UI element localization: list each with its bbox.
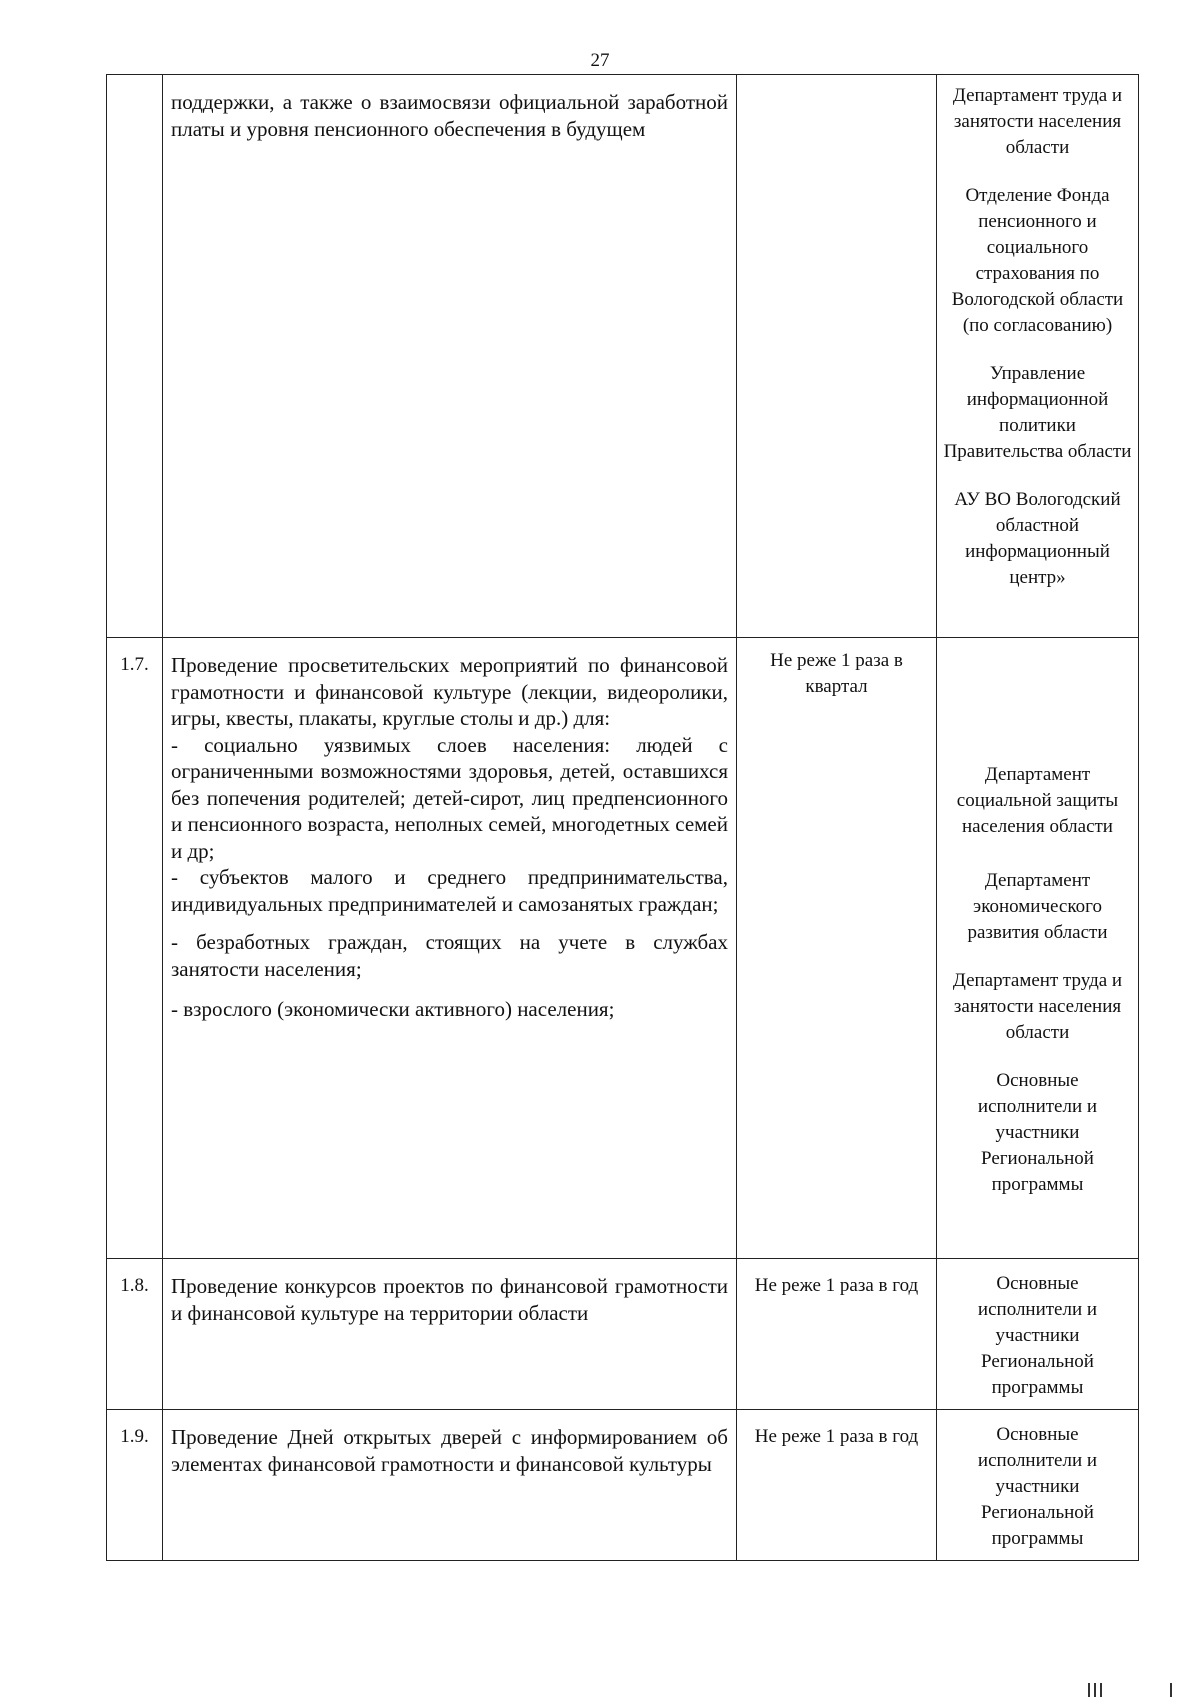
- row-number: 1.8.: [107, 1259, 163, 1410]
- row-number: [107, 75, 163, 638]
- task-cell: [163, 75, 737, 638]
- scan-edge-mark: [1170, 1683, 1172, 1697]
- executors-cell: [937, 75, 1139, 638]
- task-paragraph: - безработных граждан, стоящих на учете в службах занятости населения;: [171, 930, 728, 981]
- scan-edge-mark: [1088, 1683, 1090, 1697]
- executor: Департамент социальной защиты населения области: [956, 764, 1119, 837]
- task-paragraph: Проведение просветительских мероприятий по финансовой грамотности и финансовой культуре (лекции, видеоролики, игры, квесты, плакаты, круглые столы и др.) для:: [171, 653, 728, 730]
- term-cell: Не реже 1 раза в год: [737, 1259, 937, 1410]
- task-paragraph: Проведение Дней открытых дверей с информированием об элементах финансовой грамотности и финансовой культуры: [171, 1425, 728, 1476]
- table-row: [107, 1410, 1139, 1561]
- executor: Основные исполнители и участники Региональной программы: [977, 1273, 1098, 1398]
- task-cell: [163, 638, 737, 1259]
- executor: АУ ВО Вологодский областной информационный центр»: [954, 489, 1121, 588]
- term-cell: Не реже 1 раза в квартал: [737, 638, 937, 1259]
- executor: Отделение Фонда пенсионного и социального страхования по Вологодской области (по согласованию): [951, 185, 1124, 336]
- term-cell: Не реже 1 раза в год: [737, 1410, 937, 1561]
- executor: Управление информационной политики Правительства области: [943, 363, 1132, 462]
- task-paragraph: поддержки, а также о взаимосвязи официальной заработной платы и уровня пенсионного обеспечения в будущем: [171, 90, 728, 141]
- row-number: 1.9.: [107, 1410, 163, 1561]
- row-number: 1.7.: [107, 638, 163, 1259]
- executor: Основные исполнители и участники Региональной программы: [977, 1424, 1098, 1549]
- page-number: 27: [590, 50, 610, 71]
- executor: Основные исполнители и участники Региональной программы: [977, 1070, 1098, 1195]
- scan-edge-mark: [1100, 1683, 1102, 1697]
- executor: Департамент труда и занятости населения области: [952, 85, 1123, 158]
- task-paragraph: - взрослого (экономически активного) населения;: [171, 997, 615, 1021]
- executors-cell: [937, 1259, 1139, 1410]
- scan-edge-mark: [1094, 1683, 1096, 1697]
- activity-plan-table: [106, 74, 1139, 1561]
- task-cell: [163, 1410, 737, 1561]
- executor: Департамент экономического развития области: [967, 870, 1108, 943]
- task-paragraph: - социально уязвимых слоев населения: людей с ограниченными возможностями здоровья, детей, оставшихся без попечения родителей; детей-сирот, лиц предпенсионного и пенсионного возраста, неполных семей, многодетных семей и др;: [171, 732, 728, 863]
- term-cell: [737, 75, 937, 638]
- executor: Департамент труда и занятости населения области: [952, 970, 1123, 1043]
- table-row: [107, 638, 1139, 1259]
- task-paragraph: Проведение конкурсов проектов по финансовой грамотности и финансовой культуре на территории области: [171, 1274, 728, 1325]
- table-row: [107, 75, 1139, 638]
- task-paragraph: - субъектов малого и среднего предпринимательства, индивидуальных предпринимателей и самозанятых граждан;: [171, 865, 728, 916]
- table-row: [107, 1259, 1139, 1410]
- executors-cell: [937, 638, 1139, 1259]
- task-cell: [163, 1259, 737, 1410]
- executors-cell: [937, 1410, 1139, 1561]
